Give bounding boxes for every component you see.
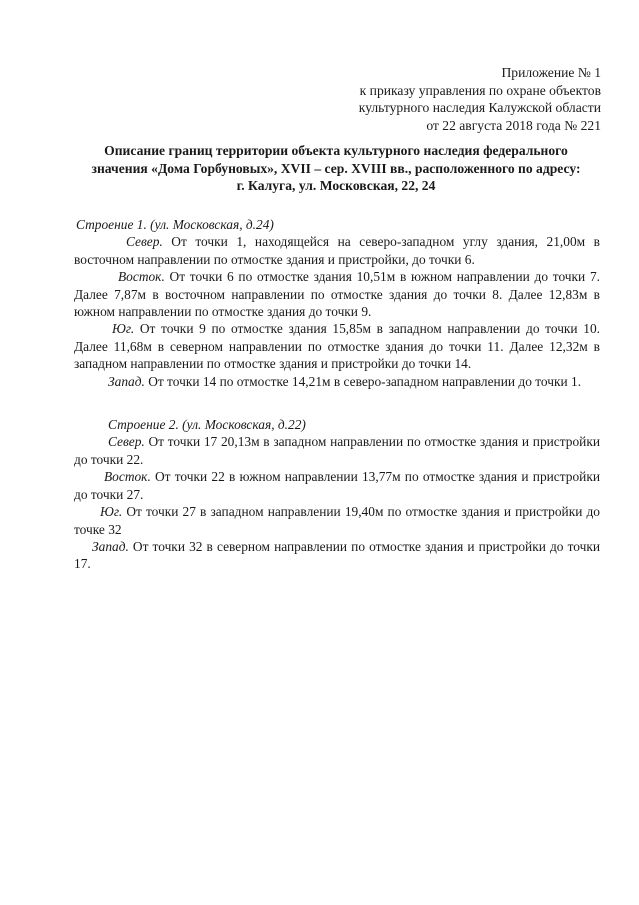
appendix-header bbox=[359, 64, 601, 134]
building-2-south-text: От точки 27 в западном направлении 19,40м по отмостке здания и пристройки до точке 32 bbox=[74, 504, 600, 537]
building-1-south bbox=[74, 320, 600, 372]
appendix-date: от 22 августа 2018 года № 221 bbox=[426, 117, 601, 133]
building-2-south bbox=[74, 503, 600, 538]
building-1-north-text: От точки 1, находящейся на северо-западном углу здания, 21,00м в восточном направлении по отмостке здания и пристройки, до точки 6. bbox=[74, 234, 600, 267]
appendix-authority: культурного наследия Калужской области bbox=[358, 100, 601, 116]
direction-east-label: Восток. bbox=[104, 469, 151, 485]
title-line-2: значения «Дома Горбуновых», XVII – сер. XVIII вв., расположенного по адресу: bbox=[91, 160, 581, 176]
document-body bbox=[74, 216, 600, 573]
building-1-heading: Строение 1. (ул. Московская, д.24) bbox=[76, 217, 274, 232]
direction-north-label: Север. bbox=[126, 234, 163, 250]
direction-west-label: Запад. bbox=[108, 373, 145, 389]
building-2-heading: Строение 2. (ул. Московская, д.22) bbox=[108, 417, 306, 433]
appendix-number: Приложение № 1 bbox=[501, 65, 601, 80]
building-2-east-text: От точки 22 в южном направлении 13,77м по отмостке здания и пристройки до точки 27. bbox=[74, 469, 600, 502]
building-1-west bbox=[74, 373, 600, 390]
appendix-order-ref: к приказу управления по охране объектов bbox=[359, 82, 601, 98]
direction-south-label: Юг. bbox=[112, 321, 135, 337]
direction-north-label: Север. bbox=[108, 434, 145, 450]
building-1-east-text: От точки 6 по отмостке здания 10,51м в южном направлении до точки 7. Далее 7,87м в восточном направлении по отмостке здания до точки 8. Далее 12,83м в южном направлении по отмостке здания до точки 9. bbox=[74, 269, 600, 320]
building-2-north bbox=[74, 433, 600, 468]
title-line-1: Описание границ территории объекта культурного наследия федерального bbox=[104, 143, 568, 158]
title-line-3: г. Калуга, ул. Московская, 22, 24 bbox=[236, 178, 436, 194]
building-1-west-text: От точки 14 по отмостке 14,21м в северо-западном направлении до точки 1. bbox=[144, 373, 582, 389]
section-spacer bbox=[74, 390, 600, 416]
building-2-east bbox=[74, 468, 600, 503]
building-2-west bbox=[74, 538, 600, 573]
document-title bbox=[70, 142, 602, 195]
building-2-west-text: От точки 32 в северном направлении по отмостке здания и пристройки до точки 17. bbox=[74, 538, 600, 572]
building-2-north-text: От точки 17 20,13м в западном направлении по отмостке здания и пристройки до точки 22. bbox=[74, 434, 600, 467]
direction-east-label: Восток. bbox=[118, 269, 165, 285]
direction-west-label: Запад. bbox=[92, 538, 129, 554]
building-1-east bbox=[74, 268, 600, 320]
direction-south-label: Юг. bbox=[100, 504, 123, 520]
building-1-south-text: От точки 9 по отмостке здания 15,85м в западном направлении до точки 10. Далее 11,68м в северном направлении по отмостке здания до точки 11. Далее 12,32м в западном направлении по отмостке здания и пристройки до точки 14. bbox=[74, 321, 600, 372]
building-1-north bbox=[74, 233, 600, 268]
